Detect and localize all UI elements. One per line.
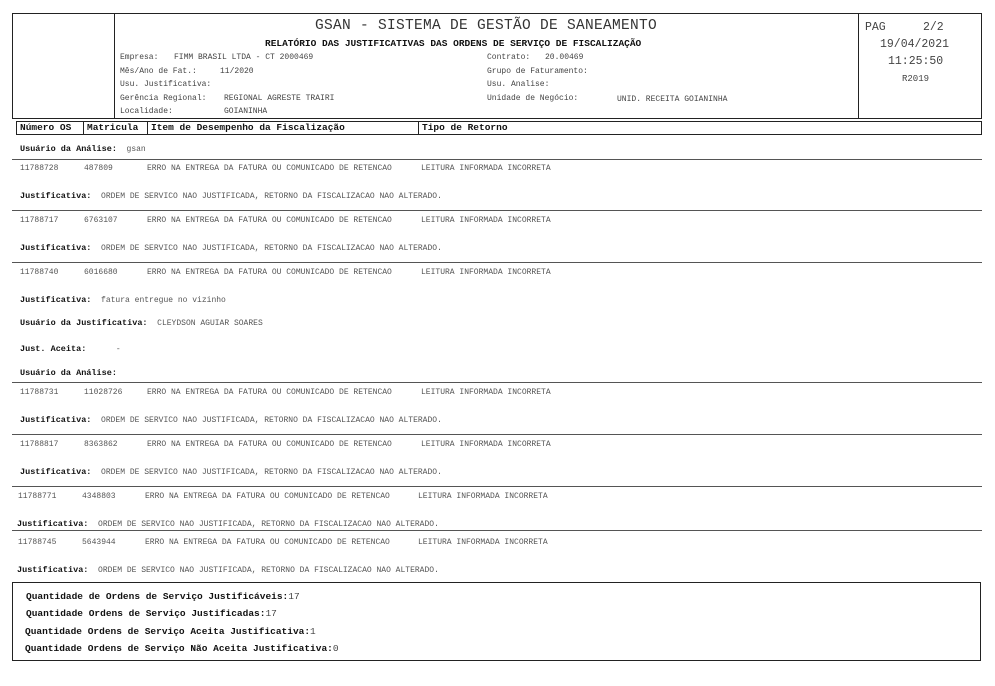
record-os-number: 11788740	[20, 268, 59, 277]
localidade-label: Localidade:	[120, 107, 173, 116]
record-separator	[12, 382, 982, 383]
record-matricula: 6016680	[84, 268, 118, 277]
record-matricula: 8363862	[84, 440, 118, 449]
record-justificativa	[20, 237, 442, 255]
record-tipo-retorno: LEITURA INFORMADA INCORRETA	[421, 216, 551, 225]
record-tipo-retorno: LEITURA INFORMADA INCORRETA	[421, 388, 551, 397]
usuario-justificativa-line	[20, 312, 263, 330]
report-date: 19/04/2021	[880, 38, 950, 51]
header-divider-right	[858, 14, 859, 118]
record-matricula: 487809	[84, 164, 113, 173]
empresa-value: FIMM BRASIL LTDA - CT 2000469	[174, 53, 314, 62]
record-item: ERRO NA ENTREGA DA FATURA OU COMUNICADO DE RETENCAO	[147, 440, 392, 449]
gerencia-value: REGIONAL AGRESTE TRAIRI	[224, 94, 335, 103]
justificativa-text: ORDEM DE SERVICO NAO JUSTIFICADA, RETORNO DA FISCALIZACAO NAO ALTERADO.	[98, 520, 439, 529]
usuario-analise-label: Usuário da Análise:	[20, 144, 117, 154]
justificativa-label: Justificativa:	[20, 295, 92, 305]
record-item: ERRO NA ENTREGA DA FATURA OU COMUNICADO DE RETENCAO	[147, 388, 392, 397]
usuario-analise-label: Usuário da Análise:	[20, 368, 117, 378]
report-subtitle: RELATÓRIO DAS JUSTIFICATIVAS DAS ORDENS DE SERVIÇO DE FISCALIZAÇÃO	[265, 38, 642, 49]
report-code: R2019	[902, 74, 930, 84]
column-numero-os: Número OS	[20, 122, 72, 133]
column-tipo-retorno: Tipo de Retorno	[418, 122, 718, 134]
record-os-number: 11788771	[18, 492, 57, 501]
just-aceita-label: Just. Aceita:	[20, 344, 87, 354]
record-justificativa	[20, 409, 442, 427]
record-item: ERRO NA ENTREGA DA FATURA OU COMUNICADO DE RETENCAO	[147, 164, 392, 173]
record-os-number: 11788728	[20, 164, 59, 173]
justificativa-text: ORDEM DE SERVICO NAO JUSTIFICADA, RETORNO DA FISCALIZACAO NAO ALTERADO.	[101, 468, 442, 477]
usuario-justificativa-value: CLEYDSON AGUIAR SOARES	[157, 319, 263, 328]
justificativa-text: ORDEM DE SERVICO NAO JUSTIFICADA, RETORNO DA FISCALIZACAO NAO ALTERADO.	[101, 192, 442, 201]
column-item-desempenho: Item de Desempenho da Fiscalização	[147, 122, 419, 134]
column-matricula: Matricula	[83, 122, 148, 134]
total-justificadas	[26, 608, 277, 619]
usuario-analise-value: gsan	[126, 145, 146, 154]
record-tipo-retorno: LEITURA INFORMADA INCORRETA	[418, 492, 548, 501]
gerencia-label: Gerência Regional:	[120, 94, 207, 103]
just-aceita-line	[20, 338, 121, 356]
justificativa-label: Justificativa:	[17, 519, 89, 529]
justificativa-label: Justificativa:	[20, 415, 92, 425]
record-separator	[12, 210, 982, 211]
header-divider-left	[114, 14, 115, 118]
record-matricula: 5643944	[82, 538, 116, 547]
total-label: Quantidade Ordens de Serviço Aceita Justificativa:	[25, 626, 311, 637]
record-tipo-retorno: LEITURA INFORMADA INCORRETA	[418, 538, 548, 547]
record-justificativa	[17, 513, 439, 531]
total-value: 17	[288, 591, 300, 602]
total-value: 17	[265, 608, 277, 619]
empresa-label: Empresa:	[120, 53, 159, 62]
total-label: Quantidade Ordens de Serviço Justificadas:	[26, 608, 266, 619]
report-time: 11:25:50	[888, 55, 944, 68]
record-matricula: 4348803	[82, 492, 116, 501]
record-justificativa	[20, 185, 442, 203]
mes-ano-label: Mês/Ano de Fat.:	[120, 67, 197, 76]
justificativa-label: Justificativa:	[20, 243, 92, 253]
usu-justificativa-label: Usu. Justificativa:	[120, 80, 212, 89]
justificativa-label: Justificativa:	[17, 565, 89, 575]
record-tipo-retorno: LEITURA INFORMADA INCORRETA	[421, 440, 551, 449]
record-os-number: 11788817	[20, 440, 59, 449]
record-justificativa	[20, 289, 226, 307]
localidade-value: GOIANINHA	[224, 107, 268, 116]
record-tipo-retorno: LEITURA INFORMADA INCORRETA	[421, 164, 551, 173]
record-separator	[12, 530, 982, 531]
record-matricula: 6763107	[84, 216, 118, 225]
mes-ano-value: 11/2020	[220, 67, 254, 76]
just-aceita-value: -	[115, 345, 121, 354]
unidade-negocio-label: Unidade de Negócio:	[487, 94, 579, 103]
record-justificativa	[20, 461, 442, 479]
total-aceita-justificativa	[25, 626, 316, 637]
total-label: Quantidade de Ordens de Serviço Justificáveis:	[26, 591, 289, 602]
record-separator	[12, 262, 982, 263]
contrato-label: Contrato:	[487, 53, 531, 62]
record-os-number: 11788731	[20, 388, 59, 397]
record-item: ERRO NA ENTREGA DA FATURA OU COMUNICADO DE RETENCAO	[147, 216, 392, 225]
report-header	[12, 13, 982, 119]
record-tipo-retorno: LEITURA INFORMADA INCORRETA	[421, 268, 551, 277]
justificativa-label: Justificativa:	[20, 467, 92, 477]
total-value: 1	[310, 626, 316, 637]
total-justificaveis	[26, 591, 300, 602]
justificativa-text: ORDEM DE SERVICO NAO JUSTIFICADA, RETORNO DA FISCALIZACAO NAO ALTERADO.	[101, 244, 442, 253]
record-justificativa	[17, 559, 439, 577]
usuario-justificativa-label: Usuário da Justificativa:	[20, 318, 148, 328]
column-header-row	[16, 121, 982, 135]
justificativa-text: ORDEM DE SERVICO NAO JUSTIFICADA, RETORNO DA FISCALIZACAO NAO ALTERADO.	[98, 566, 439, 575]
page-number: 2/2	[923, 21, 944, 34]
contrato-value: 20.00469	[545, 53, 584, 62]
record-separator	[12, 159, 982, 160]
page-label: PAG	[865, 21, 886, 34]
record-os-number: 11788745	[18, 538, 57, 547]
total-value: 0	[332, 643, 339, 654]
usuario-analise-line	[20, 362, 117, 380]
record-item: ERRO NA ENTREGA DA FATURA OU COMUNICADO DE RETENCAO	[145, 492, 390, 501]
record-matricula: 11028726	[84, 388, 123, 397]
record-item: ERRO NA ENTREGA DA FATURA OU COMUNICADO DE RETENCAO	[145, 538, 390, 547]
record-separator	[12, 434, 982, 435]
report-title: GSAN - SISTEMA DE GESTÃO DE SANEAMENTO	[315, 18, 658, 34]
grupo-faturamento-label: Grupo de Faturamento:	[487, 67, 588, 76]
totals-box	[12, 582, 981, 661]
usu-analise-label: Usu. Analise:	[487, 80, 550, 89]
justificativa-label: Justificativa:	[20, 191, 92, 201]
record-separator	[12, 486, 982, 487]
total-label: Quantidade Ordens de Serviço Não Aceita Justificativa:	[25, 643, 333, 654]
record-os-number: 11788717	[20, 216, 59, 225]
justificativa-text: fatura entregue no vizinho	[101, 296, 226, 305]
justificativa-text: ORDEM DE SERVICO NAO JUSTIFICADA, RETORNO DA FISCALIZACAO NAO ALTERADO.	[101, 416, 442, 425]
record-item: ERRO NA ENTREGA DA FATURA OU COMUNICADO DE RETENCAO	[147, 268, 392, 277]
unidade-negocio-value: UNID. RECEITA GOIANINHA	[617, 95, 728, 104]
total-nao-aceita-justificativa	[25, 643, 339, 654]
usuario-analise-line	[20, 138, 146, 156]
